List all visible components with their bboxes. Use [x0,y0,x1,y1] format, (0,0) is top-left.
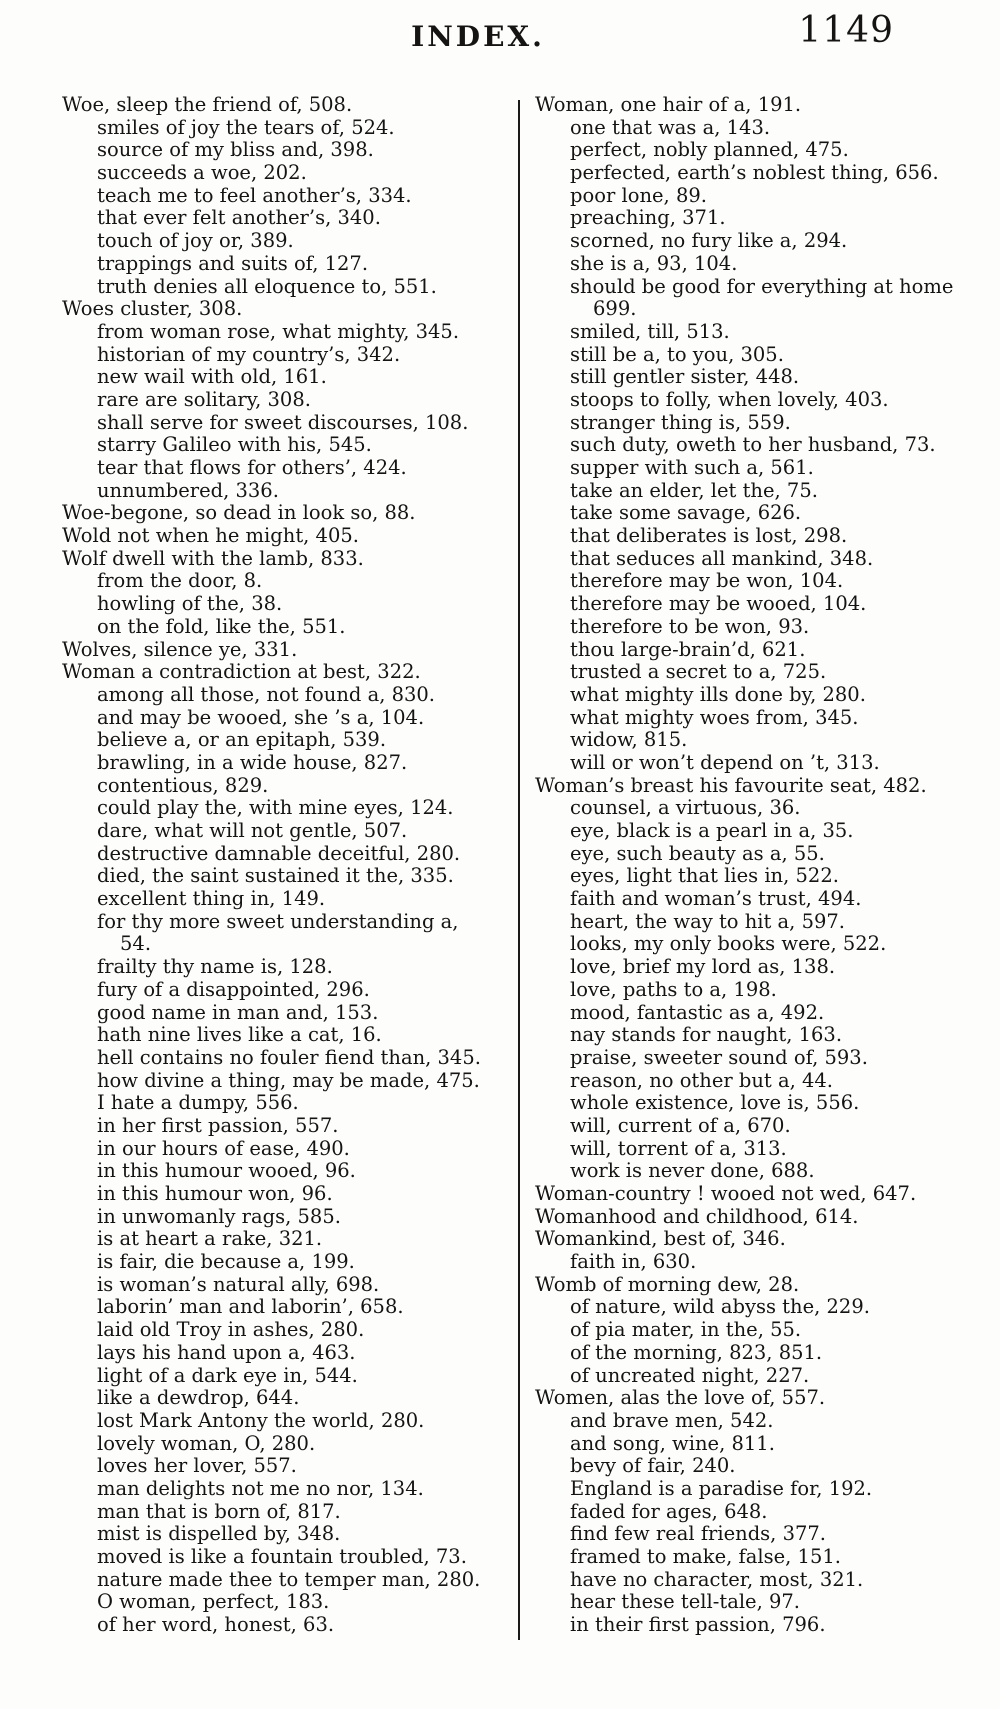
index-entry: perfected, earth’s noblest thing, 656. [570,161,939,185]
index-entry: one that was a, 143. [570,115,771,139]
index-entry: scorned, no fury like a, 294. [570,229,848,253]
index-entry: excellent thing in, 149. [97,887,326,911]
page-number: 1149 [798,10,894,51]
index-entry: praise, sweeter sound of, 593. [570,1045,868,1069]
index-entry: howling of the, 38. [97,592,283,616]
index-entry: from the door, 8. [97,569,263,593]
index-entry: touch of joy or, 389. [97,229,294,253]
index-entry: counsel, a virtuous, 36. [570,796,801,820]
index-entry: is at heart a rake, 321. [97,1227,323,1251]
index-entry: eye, such beauty as a, 55. [570,841,825,865]
index-entry: source of my bliss and, 398. [97,138,374,162]
index-entry: of her word, honest, 63. [97,1613,335,1637]
index-entry: mist is dispelled by, 348. [97,1522,341,1546]
index-entry: mood, fantastic as a, 492. [570,1000,825,1024]
index-entry: love, brief my lord as, 138. [570,955,836,979]
index-entry: work is never done, 688. [570,1159,815,1183]
index-column-left [62,94,514,1637]
index-entry: what mighty woes from, 345. [570,705,859,729]
index-entry: how divine a thing, may be made, 475. [97,1068,480,1092]
index-entry: that deliberates is lost, 298. [570,524,848,548]
index-entry: is woman’s natural ally, 698. [97,1272,380,1296]
index-entry: Womankind, best of, 346. [535,1227,786,1251]
index-entry: Woes cluster, 308. [62,297,243,321]
index-entry: poor lone, 89. [570,183,707,207]
index-entry: trusted a secret to a, 725. [570,660,827,684]
index-entry: trappings and suits of, 127. [97,251,369,275]
index-entry: will, torrent of a, 313. [570,1136,787,1160]
index-entry: could play the, with mine eyes, 124. [97,796,454,820]
index-entry: new wail with old, 161. [97,365,327,389]
index-entry: that seduces all mankind, 348. [570,546,874,570]
index-entry: for thy more sweet understanding a, [97,909,459,933]
index-entry: believe a, or an epitaph, 539. [97,728,387,752]
index-entry: in our hours of ease, 490. [97,1136,350,1160]
index-entry: hath nine lives like a cat, 16. [97,1023,382,1047]
index-entry: in this humour won, 96. [97,1182,333,1205]
index-entry: take some savage, 626. [570,501,802,525]
index-entry: in her first passion, 557. [97,1113,339,1137]
index-entry: O woman, perfect, 183. [97,1590,330,1614]
index-entry: thou large-brain’d, 621. [570,637,806,661]
index-entry: faith in, 630. [570,1250,697,1274]
index-entry: find few real friends, 377. [570,1522,826,1546]
index-entry: framed to make, false, 151. [570,1545,841,1568]
index-entry: reason, no other but a, 44. [570,1068,833,1092]
index-entry: I hate a dumpy, 556. [97,1091,299,1115]
index-entry: that ever felt another’s, 340. [97,206,381,230]
index-entry: lays his hand upon a, 463. [97,1340,356,1364]
index-entry: supper with such a, 561. [570,456,814,479]
index-entry: perfect, nobly planned, 475. [570,138,849,162]
index-entry: brawling, in a wide house, 827. [97,750,408,774]
index-entry: of pia mater, in the, 55. [570,1318,802,1342]
index-entry: heart, the way to hit a, 597. [570,909,845,933]
index-entry: teach me to feel another’s, 334. [97,183,412,207]
index-entry: take an elder, let the, 75. [570,478,818,502]
index-entry: faded for ages, 648. [570,1499,768,1523]
index-entry: will or won’t depend on ’t, 313. [570,750,880,774]
index-entry: eye, black is a pearl in a, 35. [570,819,854,842]
index-entry: is fair, die because a, 199. [97,1250,355,1274]
index-entry: Woe-begone, so dead in look so, 88. [62,501,416,525]
index-entry: eyes, light that lies in, 522. [570,864,839,888]
index-entry: faith and woman’s trust, 494. [570,887,862,911]
column-divider [518,100,520,1640]
index-entry: frailty thy name is, 128. [97,955,333,979]
index-entry: stoops to folly, when lovely, 403. [570,387,889,411]
index-entry: of nature, wild abyss the, 229. [570,1295,870,1319]
index-entry: laid old Troy in ashes, 280. [97,1318,365,1342]
index-entry: dare, what will not gentle, 507. [97,819,408,842]
index-entry: starry Galileo with his, 545. [97,433,372,457]
index-entry: hell contains no fouler fiend than, 345. [97,1045,481,1069]
index-entry: moved is like a fountain troubled, 73. [97,1545,467,1568]
index-entry: bevy of fair, 240. [570,1454,736,1478]
index-entry: England is a paradise for, 192. [570,1476,873,1500]
index-entry: lost Mark Antony the world, 280. [97,1408,425,1432]
index-entry: like a dewdrop, 644. [97,1386,300,1410]
index-entry: should be good for everything at home [570,274,954,298]
index-entry: of the morning, 823, 851. [570,1340,823,1364]
index-entry: died, the saint sustained it the, 335. [97,864,454,888]
index-entry: in this humour wooed, 96. [97,1159,356,1183]
index-entry: Woman’s breast his favourite seat, 482. [535,773,927,797]
index-entry: among all those, not found a, 830. [97,682,436,706]
index-entry: good name in man and, 153. [97,1000,379,1024]
index-entry: looks, my only books were, 522. [570,932,887,956]
index-entry: destructive damnable deceitful, 280. [97,841,461,865]
index-entry: therefore to be won, 93. [570,614,810,638]
index-entry: widow, 815. [570,728,688,752]
index-entry: Wold not when he might, 405. [62,524,359,548]
index-entry: Woman, one hair of a, 191. [535,93,802,116]
index-entry: on the fold, like the, 551. [97,614,346,638]
index-entry: unnumbered, 336. [97,478,279,502]
index-entry: Wolves, silence ye, 331. [62,637,298,661]
index-entry: preaching, 371. [570,206,726,230]
index-entry: laborin’ man and laborin’, 658. [97,1295,404,1319]
index-entry: love, paths to a, 198. [570,977,777,1001]
index-entry: from woman rose, what mighty, 345. [97,319,460,343]
index-entry: truth denies all eloquence to, 551. [97,274,437,298]
index-entry: lovely woman, O, 280. [97,1431,316,1455]
index-entry: and song, wine, 811. [570,1431,775,1455]
index-entry: nature made thee to temper man, 280. [97,1567,481,1591]
index-entry: fury of a disappointed, 296. [97,977,370,1001]
index-entry: and may be wooed, she ’s a, 104. [97,705,425,729]
index-entry: therefore may be wooed, 104. [570,592,867,616]
index-entry: light of a dark eye in, 544. [97,1363,358,1387]
index-entry: rare are solitary, 308. [97,387,311,411]
index-entry: Wolf dwell with the lamb, 833. [62,546,364,570]
index-entry: smiles of joy the tears of, 524. [97,115,395,139]
index-entry: in unwomanly rags, 585. [97,1204,341,1228]
index-entry: will, current of a, 670. [570,1113,791,1137]
index-entry: in their first passion, 796. [570,1613,826,1637]
index-entry: what mighty ills done by, 280. [570,682,866,706]
index-entry: contentious, 829. [97,773,269,797]
index-entry: shall serve for sweet discourses, 108. [97,410,469,434]
index-entry: 54. [120,932,152,956]
index-entry: stranger thing is, 559. [570,410,791,434]
index-entry: hear these tell-tale, 97. [570,1590,801,1614]
index-entry: of uncreated night, 227. [570,1363,810,1387]
index-entry: nay stands for naught, 163. [570,1023,843,1047]
index-entry: have no character, most, 321. [570,1567,864,1591]
index-entry: Womanhood and childhood, 614. [535,1204,859,1228]
index-entry: therefore may be won, 104. [570,569,844,593]
index-entry: 699. [593,297,637,321]
index-entry: she is a, 93, 104. [570,251,738,275]
index-entry: smiled, till, 513. [570,319,730,343]
page-title: INDEX. [411,20,545,53]
index-entry: whole existence, love is, 556. [570,1091,860,1115]
index-entry: Woman-country ! wooed not wed, 647. [535,1182,917,1205]
index-entry: succeeds a woe, 202. [97,161,307,185]
index-entry: man that is born of, 817. [97,1499,341,1523]
index-entry: Woman a contradiction at best, 322. [62,660,421,684]
index-entry: historian of my country’s, 342. [97,342,401,366]
index-entry: tear that flows for others’, 424. [97,456,407,479]
index-entry: still gentler sister, 448. [570,365,800,389]
index-entry: Womb of morning dew, 28. [535,1272,800,1296]
index-column-right [535,94,955,1637]
index-entry: Women, alas the love of, 557. [535,1386,826,1410]
index-entry: and brave men, 542. [570,1408,774,1432]
index-entry: still be a, to you, 305. [570,342,784,366]
index-entry: Woe, sleep the friend of, 508. [62,93,353,116]
index-entry: man delights not me no nor, 134. [97,1476,424,1500]
index-entry: such duty, oweth to her husband, 73. [570,433,936,457]
index-entry: loves her lover, 557. [97,1454,297,1478]
